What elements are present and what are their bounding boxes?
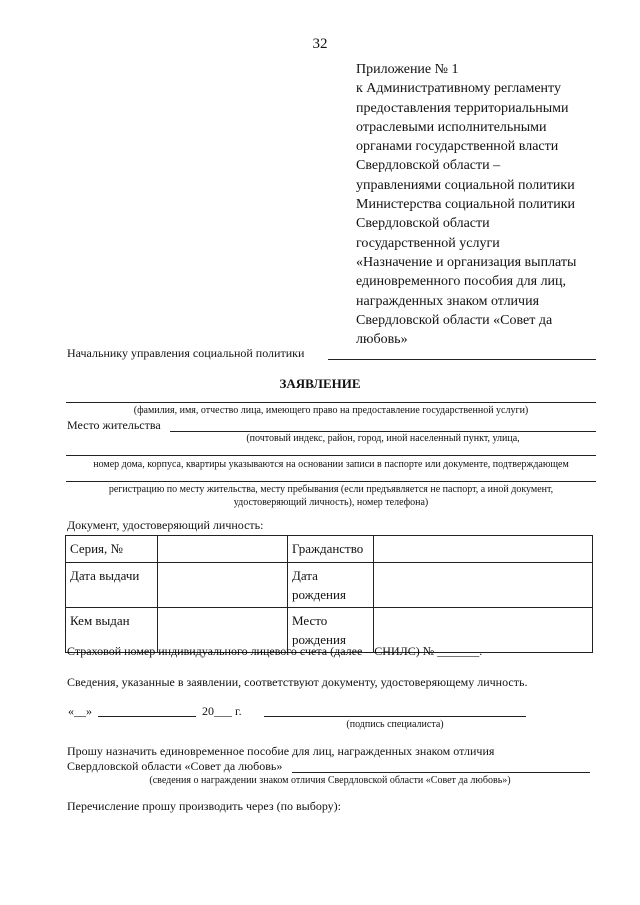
registration-caption-1: регистрацию по месту жительства, месту пребывания (если предъявляется не паспорт, а иной документ, [108, 484, 554, 495]
appendix-line: единовременного пособия для лиц, [356, 274, 567, 290]
birth-date-label-line1: Дата [292, 568, 318, 583]
date-year: 20___ г. [202, 704, 242, 718]
issued-by-label: Кем выдан [66, 608, 158, 653]
postal-caption: (почтовый индекс, район, город, иной населенный пункт, улица, [246, 433, 520, 444]
appendix-line: Свердловской области – [356, 158, 501, 174]
appendix-line: Приложение № 1 [356, 62, 459, 77]
birth-place-label-line1: Место [292, 613, 328, 628]
residence-label: Место жительства [67, 418, 161, 432]
appendix-line: отраслевыми исполнительными [356, 119, 547, 135]
award-field[interactable] [292, 772, 590, 773]
addressee-field[interactable] [328, 359, 596, 360]
address-field-3[interactable] [66, 481, 596, 482]
request-text-2: Свердловской области «Совет да любовь» [67, 759, 283, 773]
birth-date-value[interactable] [374, 563, 593, 608]
fio-field[interactable] [66, 402, 596, 403]
addressee-label: Начальнику управления социальной политики [67, 346, 305, 360]
signature-caption: (подпись специалиста) [346, 719, 444, 730]
issue-date-label: Дата выдачи [66, 563, 158, 608]
table-row [66, 536, 593, 563]
appendix-line: органами государственной власти [356, 139, 559, 155]
citizenship-label: Гражданство [288, 536, 374, 563]
award-caption: (сведения о награждении знаком отличия Свердловской области «Совет да любовь») [149, 775, 511, 786]
appendix-line: Министерства социальной политики [356, 197, 576, 213]
appendix-line: к Административному регламенту [356, 81, 561, 97]
house-caption: номер дома, корпуса, квартиры указываются на основании записи в паспорте или документе, подтверждающем [93, 459, 569, 470]
series-value[interactable] [158, 536, 288, 563]
request-text-1: Прошу назначить единовременное пособие для лиц, награжденных знаком отличия [67, 744, 495, 758]
id-doc-label: Документ, удостоверяющий личность: [67, 518, 264, 532]
birth-date-label [288, 563, 374, 608]
confirm-text: Сведения, указанные в заявлении, соответствуют документу, удостоверяющему личность. [67, 675, 528, 689]
appendix-line: любовь» [356, 332, 408, 348]
appendix-line: предоставления территориальными [356, 100, 569, 116]
date-day: «__» [68, 704, 92, 718]
date-month-field[interactable] [98, 716, 196, 717]
residence-field[interactable] [170, 431, 596, 432]
appendix-line: Свердловской области [356, 216, 490, 232]
appendix-line: Свердловской области «Совет да [356, 312, 553, 328]
signature-field[interactable] [264, 716, 526, 717]
appendix-line: государственной услуги [356, 235, 500, 251]
birth-date-label-line2: рождения [292, 587, 346, 602]
citizenship-value[interactable] [374, 536, 593, 563]
appendix-block [356, 60, 626, 349]
address-field-2[interactable] [66, 455, 596, 456]
registration-caption-2: удостоверяющий личность), номер телефона) [233, 497, 429, 508]
appendix-line: награжденных знаком отличия [356, 293, 540, 309]
snils-text: Страховой номер индивидуального лицевого счета (далее – СНИЛС) № _______. [67, 644, 483, 658]
payment-text: Перечисление прошу производить через (по выбору): [67, 799, 342, 813]
fio-caption: (фамилия, имя, отчество лица, имеющего право на предоставление государственной услуги) [133, 405, 529, 416]
table-row [66, 563, 593, 608]
birth-place-label-line2: рождения [292, 632, 346, 647]
series-label: Серия, № [66, 536, 158, 563]
appendix-line: «Назначение и организация выплаты [356, 254, 577, 270]
appendix-line: управлениями социальной политики [356, 177, 575, 193]
id-document-table [65, 535, 593, 653]
page-number: 32 [312, 36, 328, 52]
form-title: ЗАЯВЛЕНИЕ [279, 376, 361, 391]
issue-date-value[interactable] [158, 563, 288, 608]
